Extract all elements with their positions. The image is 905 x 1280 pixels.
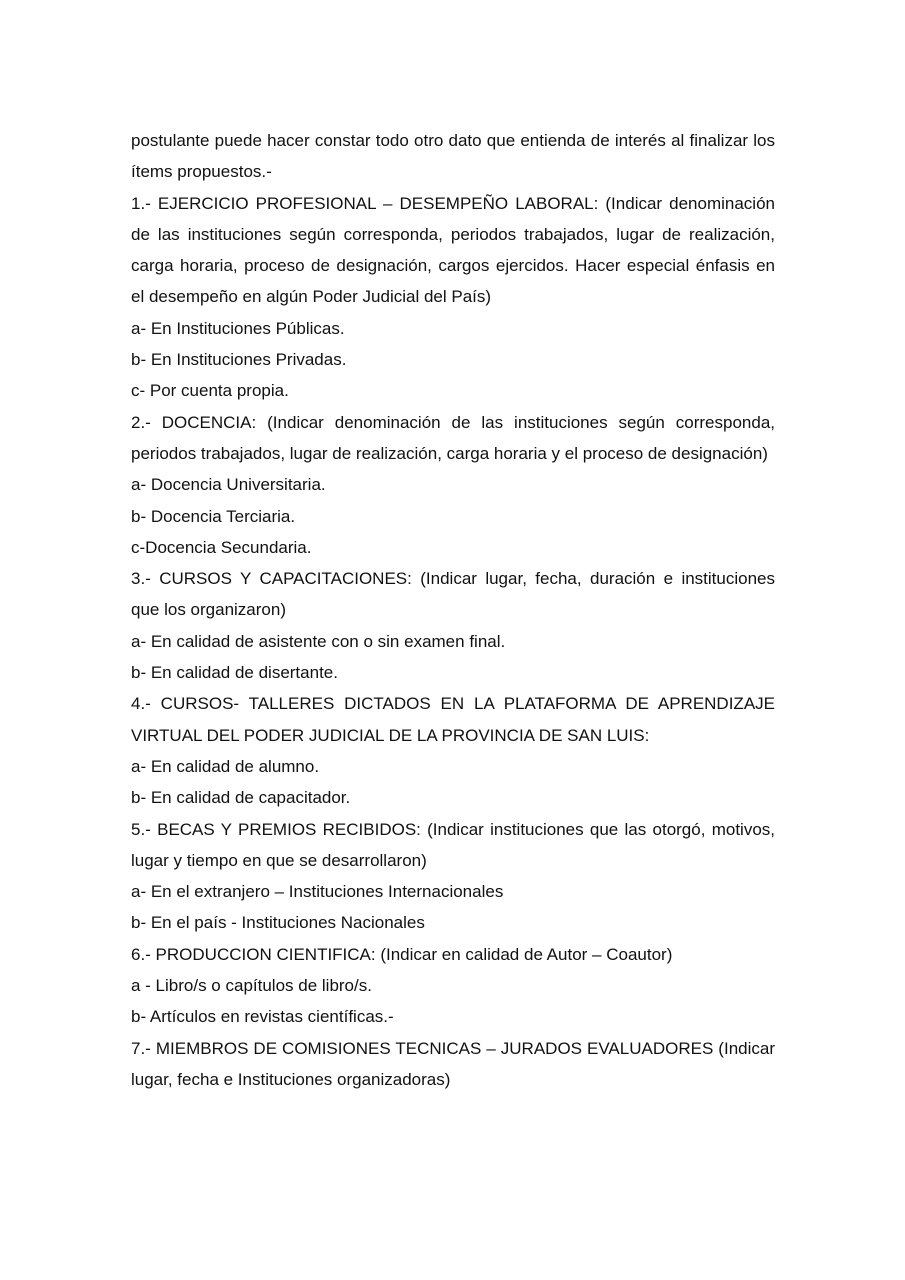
- section-2-heading: 2.- DOCENCIA: (Indicar denominación de las instituciones según corresponda, periodos trabajados, lugar de realización, carga horaria y el proceso de designación): [131, 412, 775, 463]
- section-3-item-a: a- En calidad de asistente con o sin examen final.: [131, 631, 506, 651]
- section-4-item-a: a- En calidad de alumno.: [131, 756, 320, 776]
- section-1-item-b: b- En Instituciones Privadas.: [131, 350, 347, 370]
- section-4-item-b: b- En calidad de capacitador.: [131, 788, 351, 808]
- section-5-item-a: a- En el extranjero – Instituciones Internacionales: [131, 882, 504, 902]
- section-2-item-b: b- Docencia Terciaria.: [131, 506, 296, 526]
- section-3-heading: 3.- CURSOS Y CAPACITACIONES: (Indicar lugar, fecha, duración e instituciones que los organizaron): [131, 569, 775, 620]
- section-2-item-a: a- Docencia Universitaria.: [131, 475, 326, 495]
- section-2-item-c: c-Docencia Secundaria.: [131, 537, 312, 557]
- section-1-heading: 1.- EJERCICIO PROFESIONAL – DESEMPEÑO LABORAL: (Indicar denominación de las instituciones según corresponda, periodos trabajados, lugar de realización, carga horaria, proceso de designación, cargos ejercidos. Hacer especial énfasis en el desempeño en algún Poder Judicial del País): [131, 193, 775, 307]
- paragraph-intro-continuation: postulante puede hacer constar todo otro dato que entienda de interés al finalizar los ítems propuestos.-: [131, 131, 775, 182]
- section-1-item-a: a- En Instituciones Públicas.: [131, 318, 345, 338]
- document-page: [131, 125, 775, 1095]
- section-4-heading: 4.- CURSOS- TALLERES DICTADOS EN LA PLATAFORMA DE APRENDIZAJE VIRTUAL DEL PODER JUDICIAL DE LA PROVINCIA DE SAN LUIS:: [131, 694, 775, 745]
- section-6-heading: 6.- PRODUCCION CIENTIFICA: (Indicar en calidad de Autor – Coautor): [131, 944, 673, 964]
- section-5-item-b: b- En el país - Instituciones Nacionales: [131, 913, 425, 933]
- section-3-item-b: b- En calidad de disertante.: [131, 663, 338, 683]
- section-1-item-c: c- Por cuenta propia.: [131, 381, 289, 401]
- section-6-item-a: a - Libro/s o capítulos de libro/s.: [131, 976, 372, 996]
- section-6-item-b: b- Artículos en revistas científicas.-: [131, 1007, 394, 1027]
- section-7-heading: 7.- MIEMBROS DE COMISIONES TECNICAS – JURADOS EVALUADORES (Indicar lugar, fecha e Instituciones organizadoras): [131, 1038, 775, 1089]
- section-5-heading: 5.- BECAS Y PREMIOS RECIBIDOS: (Indicar instituciones que las otorgó, motivos, lugar y tiempo en que se desarrollaron): [131, 819, 775, 870]
